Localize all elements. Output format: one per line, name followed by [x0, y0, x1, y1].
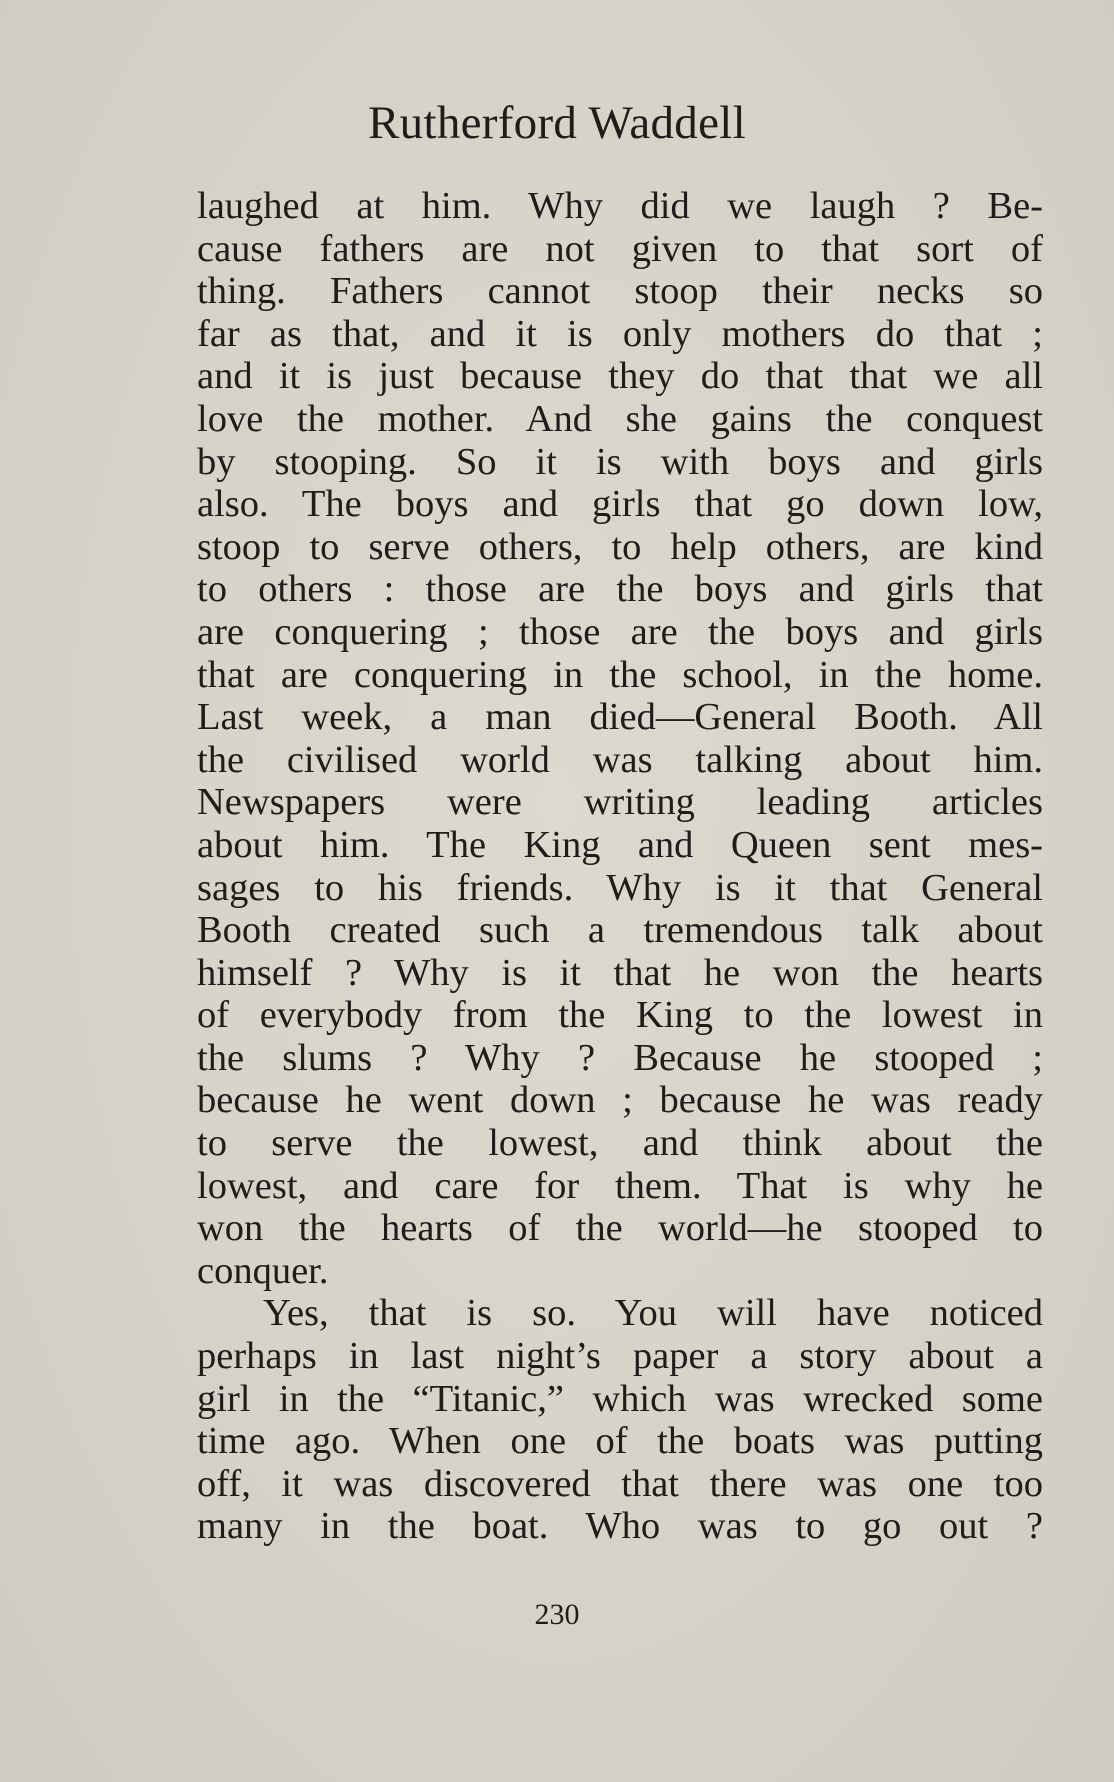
- text-line: to serve the lowest, and think about the: [197, 1122, 1043, 1165]
- text-line: of everybody from the King to the lowest in: [197, 994, 1043, 1037]
- text-line: to others : those are the boys and girls that: [197, 568, 1043, 611]
- text-line: love the mother. And she gains the conquest: [197, 397, 1043, 440]
- text-line: the slums ? Why ? Because he stooped ;: [197, 1036, 1043, 1079]
- text-line: Last week, a man died—General Booth. All: [197, 696, 1043, 739]
- text-line: lowest, and care for them. That is why he: [197, 1164, 1043, 1207]
- text-line: thing. Fathers cannot stoop their necks so: [197, 270, 1043, 313]
- text-line: perhaps in last night’s paper a story about a: [197, 1335, 1043, 1378]
- text-line: time ago. When one of the boats was putting: [197, 1420, 1043, 1463]
- text-line: about him. The King and Queen sent mes-: [197, 823, 1043, 866]
- text-line: off, it was discovered that there was one too: [197, 1462, 1043, 1505]
- paragraph-end-line: conquer.: [197, 1249, 329, 1292]
- text-line: won the hearts of the world—he stooped to: [197, 1207, 1043, 1250]
- text-line: laughed at him. Why did we laugh ? Be-: [197, 185, 1043, 227]
- text-line: far as that, and it is only mothers do that ;: [197, 312, 1043, 355]
- body-text: [197, 185, 1043, 1548]
- text-line: Newspapers were writing leading articles: [197, 781, 1043, 824]
- page-number: 230: [534, 1598, 580, 1631]
- paragraph-start-line: Yes, that is so. You will have noticed: [263, 1292, 1043, 1335]
- running-title: Rutherford Waddell: [368, 97, 746, 149]
- text-line: also. The boys and girls that go down low,: [197, 483, 1043, 526]
- text-line: stoop to serve others, to help others, are kind: [197, 525, 1043, 568]
- text-line: cause fathers are not given to that sort of: [197, 227, 1043, 270]
- text-line: that are conquering in the school, in the home.: [197, 653, 1043, 696]
- text-line: and it is just because they do that that we all: [197, 355, 1043, 398]
- text-line: himself ? Why is it that he won the hearts: [197, 951, 1043, 994]
- text-line: girl in the “Titanic,” which was wrecked some: [197, 1377, 1043, 1420]
- text-line: are conquering ; those are the boys and girls: [197, 610, 1043, 653]
- text-line: sages to his friends. Why is it that General: [197, 866, 1043, 909]
- text-line: Booth created such a tremendous talk about: [197, 909, 1043, 952]
- text-line: by stooping. So it is with boys and girls: [197, 440, 1043, 483]
- text-line: many in the boat. Who was to go out ?: [197, 1505, 1043, 1548]
- text-line: the civilised world was talking about him.: [197, 738, 1043, 781]
- text-line: because he went down ; because he was ready: [197, 1079, 1043, 1122]
